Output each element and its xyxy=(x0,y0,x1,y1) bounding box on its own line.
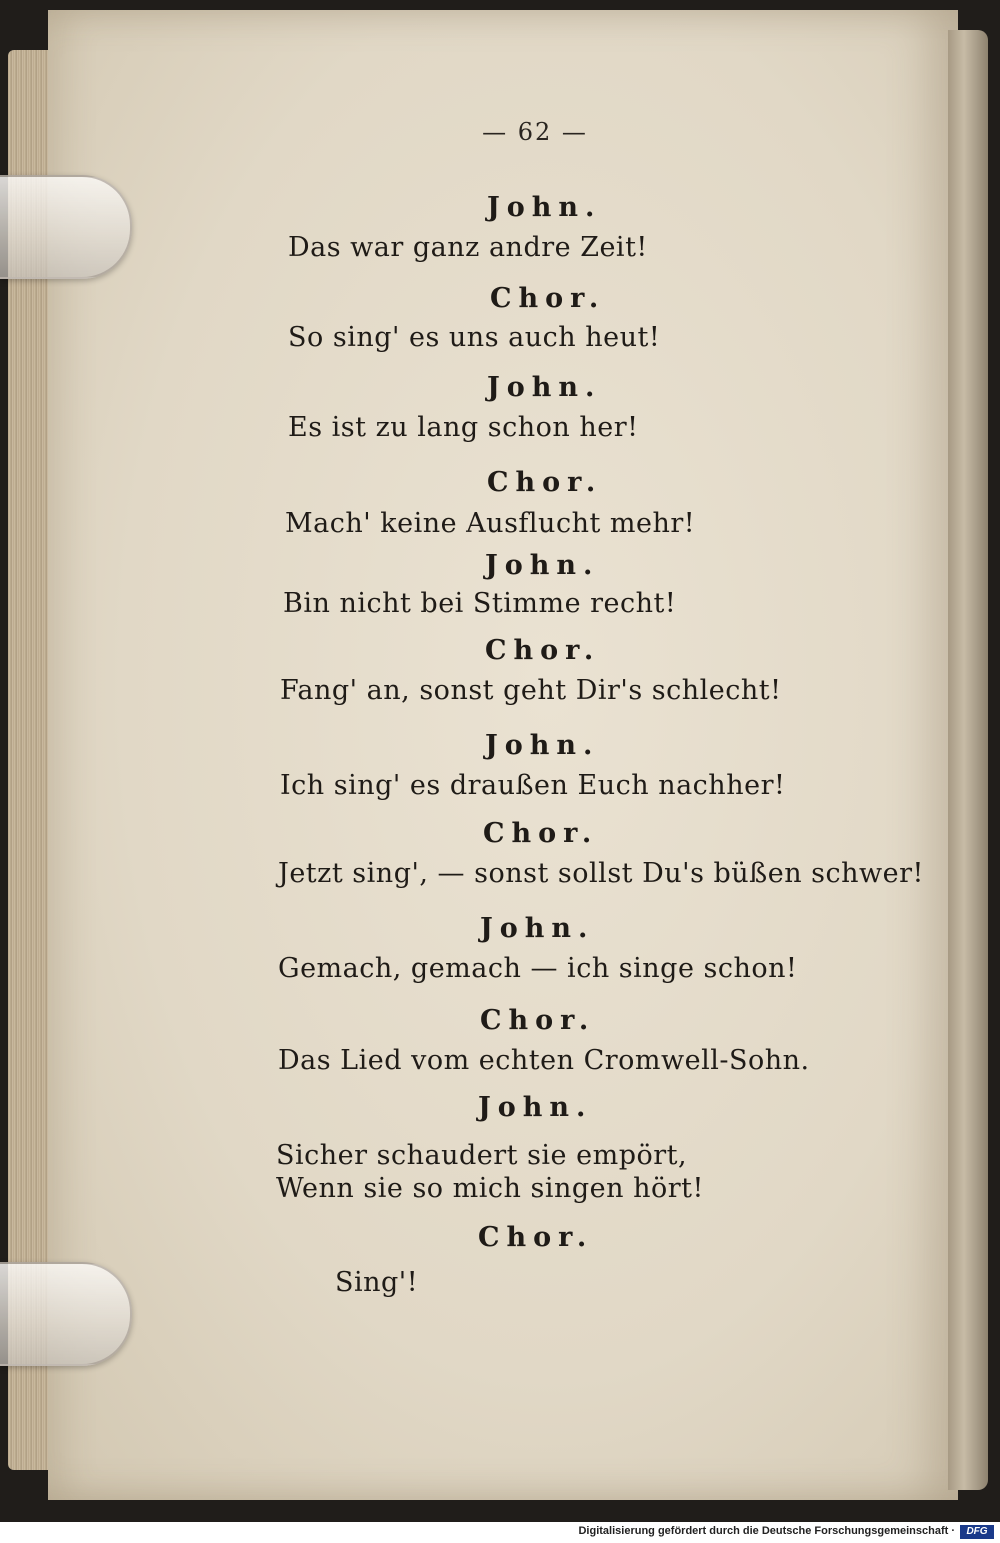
dialogue-line: Ich sing' es draußen Euch nachher! xyxy=(280,770,786,801)
dialogue-line: Sicher schaudert sie empört, xyxy=(276,1140,688,1171)
dialogue-line: Sing'! xyxy=(335,1267,419,1298)
dialogue-line: So sing' es uns auch heut! xyxy=(288,322,661,353)
dialogue-line: Jetzt sing', — sonst sollst Du's büßen schwer! xyxy=(278,858,924,889)
speaker-label: John. xyxy=(485,730,600,761)
speaker-label: John. xyxy=(478,1092,593,1123)
dialogue-line: Gemach, gemach — ich singe schon! xyxy=(278,953,798,984)
dialogue-line: Es ist zu lang schon her! xyxy=(288,412,639,443)
dialogue-line: Fang' an, sonst geht Dir's schlecht! xyxy=(280,675,782,706)
dialogue-line: Das Lied vom echten Cromwell-Sohn. xyxy=(278,1045,810,1076)
dialogue-line: Wenn sie so mich singen hört! xyxy=(276,1173,704,1204)
speaker-label: John. xyxy=(480,913,595,944)
page-curl xyxy=(948,30,988,1490)
speaker-label: John. xyxy=(487,372,602,403)
page-holder-clip-bottom xyxy=(0,1262,132,1366)
speaker-label: Chor. xyxy=(483,818,599,849)
speaker-label: Chor. xyxy=(490,283,606,314)
speaker-label: Chor. xyxy=(485,635,601,666)
dialogue-line: Bin nicht bei Stimme recht! xyxy=(283,588,677,619)
footer-bar xyxy=(0,1522,1000,1543)
page-number: — 62 — xyxy=(482,118,588,146)
speaker-label: John. xyxy=(487,192,602,223)
funding-credit: Digitalisierung gefördert durch die Deutsche Forschungsgemeinschaft · xyxy=(578,1525,955,1537)
speaker-label: Chor. xyxy=(478,1222,594,1253)
dfg-logo: DFG xyxy=(960,1525,994,1539)
speaker-label: Chor. xyxy=(480,1005,596,1036)
dialogue-line: Das war ganz andre Zeit! xyxy=(288,232,648,263)
speaker-label: Chor. xyxy=(487,467,603,498)
speaker-label: John. xyxy=(485,550,600,581)
page-holder-clip-top xyxy=(0,175,132,279)
dialogue-line: Mach' keine Ausflucht mehr! xyxy=(285,508,696,539)
